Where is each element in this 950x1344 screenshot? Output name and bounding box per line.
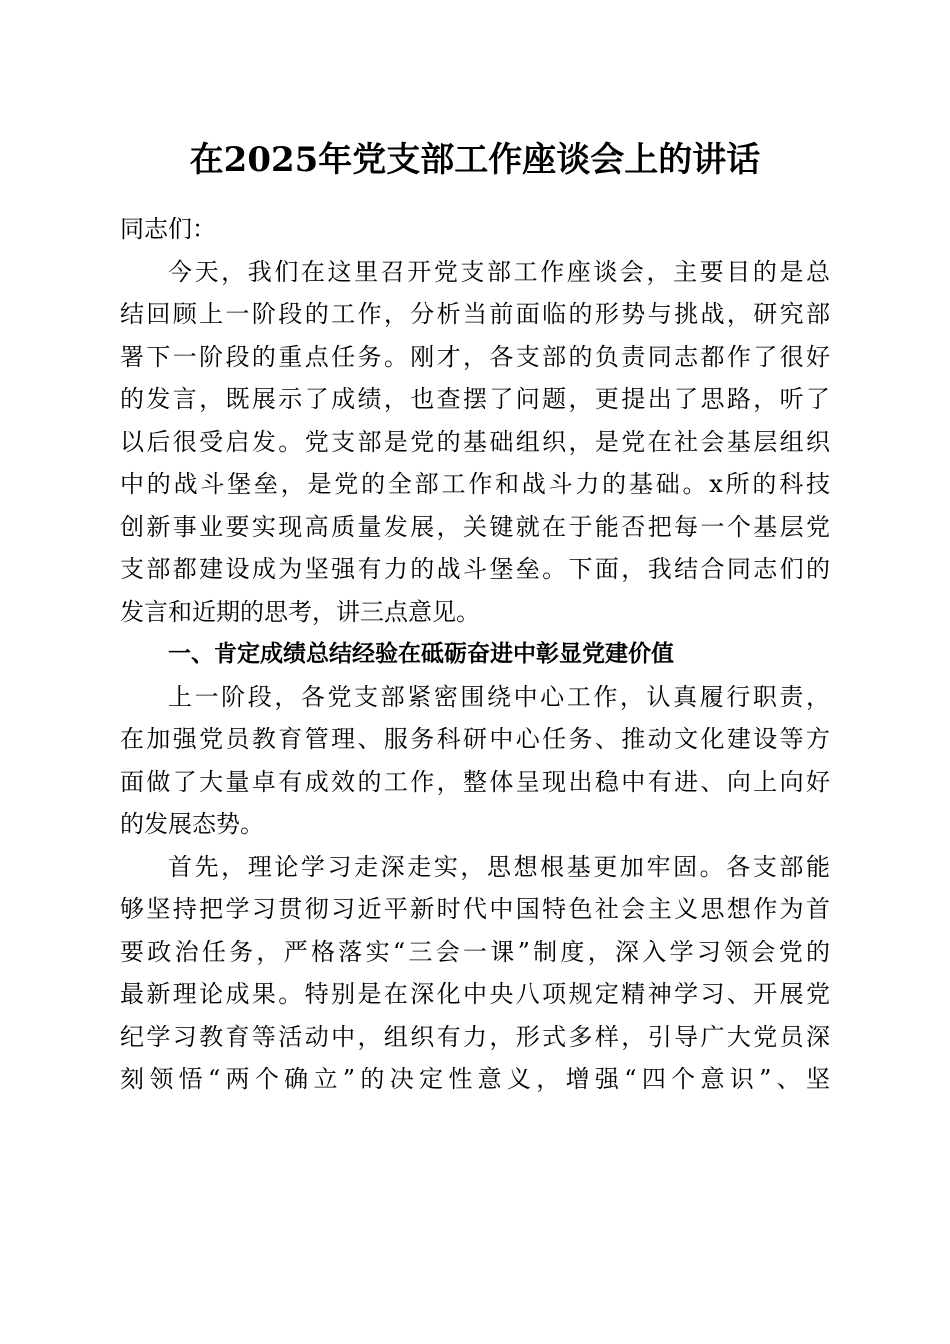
paragraph-line: 面做了大量卓有成效的工作，整体呈现出稳中有进、向上向好 [120,767,830,796]
intro-paragraph [120,251,830,634]
paragraph-line: 要政治任务，严格落实“三会一课”制度，深入学习领会党的 [120,937,830,966]
paragraph-line: 今天，我们在这里召开党支部工作座谈会，主要目的是总 [168,257,830,286]
paragraph-line: 刻领悟“两个确立”的决定性意义，增强“四个意识”、坚 [120,1065,830,1093]
paragraph-line: 发言和近期的思考，讲三点意见。 [120,597,480,626]
paragraph-line: 创新事业要实现高质量发展，关键就在于能否把每一个基层党 [120,512,830,541]
paragraph-line: 署下一阶段的重点任务。刚才，各支部的负责同志都作了很好 [120,342,830,371]
paragraph-line: 的发展态势。 [120,810,264,838]
document-body [120,208,830,1101]
paragraph-line: 在加强党员教育管理、服务科研中心任务、推动文化建设等方 [120,725,830,753]
section1-paragraph-2 [120,846,830,1101]
section1-paragraph-1 [120,676,830,846]
paragraph-line: 最新理论成果。特别是在深化中央八项规定精神学习、开展党 [120,980,830,1008]
paragraph-line: 以后很受启发。党支部是党的基础组织，是党在社会基层组织 [120,427,830,456]
paragraph-line: 中的战斗堡垒，是党的全部工作和战斗力的基础。x所的科技 [120,470,830,498]
paragraph-line: 纪学习教育等活动中，组织有力，形式多样，引导广大党员深 [120,1022,830,1051]
paragraph-line: 结回顾上一阶段的工作，分析当前面临的形势与挑战，研究部 [120,300,830,328]
salutation: 同志们： [120,215,216,243]
paragraph-line: 支部都建设成为坚强有力的战斗堡垒。下面，我结合同志们的 [120,555,830,583]
paragraph-line: 首先，理论学习走深走实，思想根基更加牢固。各支部能 [168,852,830,881]
paragraph-line: 上一阶段，各党支部紧密围绕中心工作，认真履行职责， [168,682,830,711]
section-heading: 一、肯定成绩总结经验在砥砺奋进中彰显党建价值 [168,641,674,667]
document-title: 在2025年党支部工作座谈会上的讲话 [189,140,761,180]
paragraph-line: 的发言，既展示了成绩，也查摆了问题，更提出了思路，听了 [120,385,830,413]
paragraph-line: 够坚持把学习贯彻习近平新时代中国特色社会主义思想作为首 [120,895,830,923]
